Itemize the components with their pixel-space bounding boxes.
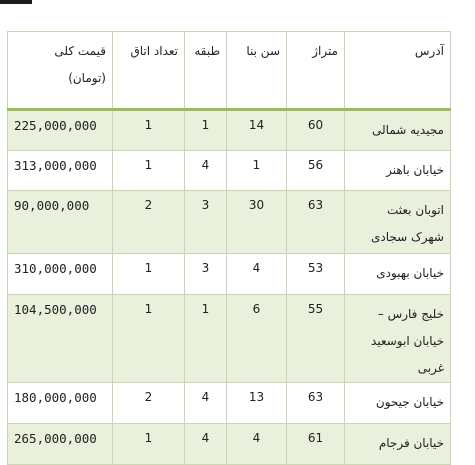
- table-row: [8, 254, 451, 295]
- cell-age: 4: [227, 254, 287, 295]
- cell-rooms: 2: [113, 191, 185, 254]
- table-row: [8, 295, 451, 383]
- cell-price: [8, 110, 113, 151]
- cell-age: 30: [227, 191, 287, 254]
- table-row: [8, 424, 451, 465]
- cell-age: 1: [227, 151, 287, 191]
- cell-age: 13: [227, 383, 287, 424]
- cell-area: 61: [287, 424, 345, 465]
- cell-address: خیابان جیحون: [345, 383, 451, 424]
- price-value: 310,000,000: [14, 261, 97, 276]
- header-row: [8, 32, 451, 110]
- cell-price: [8, 295, 113, 383]
- cell-price: [8, 383, 113, 424]
- cell-address: خیابان باهنر: [345, 151, 451, 191]
- cell-age: 14: [227, 110, 287, 151]
- cell-address: خیابان فرجام: [345, 424, 451, 465]
- header-price-unit: (تومان): [68, 71, 106, 85]
- table-row: [8, 151, 451, 191]
- cell-area: 55: [287, 295, 345, 383]
- cell-age: 6: [227, 295, 287, 383]
- cell-rooms: 1: [113, 424, 185, 465]
- cell-address: اتوبان بعثت شهرک سجادی: [345, 191, 451, 254]
- cell-area: 63: [287, 383, 345, 424]
- cell-floor: 3: [185, 191, 227, 254]
- corner-mark: [0, 0, 32, 4]
- cell-rooms: 1: [113, 151, 185, 191]
- cell-area: 56: [287, 151, 345, 191]
- price-value: 180,000,000: [14, 390, 97, 405]
- cell-price: [8, 424, 113, 465]
- cell-address: خلیج فارس – خیابان ابوسعید غربی: [345, 295, 451, 383]
- cell-area: 63: [287, 191, 345, 254]
- header-address: آدرس: [345, 32, 451, 110]
- cell-floor: 3: [185, 254, 227, 295]
- header-area: متراژ: [287, 32, 345, 110]
- cell-rooms: 1: [113, 110, 185, 151]
- cell-age: 4: [227, 424, 287, 465]
- cell-address: مجیدیه شمالی: [345, 110, 451, 151]
- table-row: [8, 110, 451, 151]
- cell-floor: 1: [185, 110, 227, 151]
- cell-floor: 4: [185, 383, 227, 424]
- header-price: [8, 32, 113, 110]
- cell-rooms: 2: [113, 383, 185, 424]
- header-rooms: تعداد اتاق: [113, 32, 185, 110]
- cell-floor: 1: [185, 295, 227, 383]
- price-value: 90,000,000: [14, 198, 90, 213]
- property-table: [7, 31, 451, 465]
- cell-area: 60: [287, 110, 345, 151]
- cell-price: [8, 151, 113, 191]
- cell-area: 53: [287, 254, 345, 295]
- price-value: 225,000,000: [14, 118, 97, 133]
- cell-price: [8, 254, 113, 295]
- cell-address: خیابان بهبودی: [345, 254, 451, 295]
- price-value: 265,000,000: [14, 431, 97, 446]
- header-price-label: قیمت کلی: [54, 44, 106, 58]
- header-age: سن بنا: [227, 32, 287, 110]
- cell-rooms: 1: [113, 254, 185, 295]
- table-row: [8, 383, 451, 424]
- cell-price: [8, 191, 113, 254]
- price-value: 313,000,000: [14, 158, 97, 173]
- price-value: 104,500,000: [14, 302, 97, 317]
- cell-floor: 4: [185, 424, 227, 465]
- table-row: [8, 191, 451, 254]
- cell-floor: 4: [185, 151, 227, 191]
- cell-rooms: 1: [113, 295, 185, 383]
- header-floor: طبقه: [185, 32, 227, 110]
